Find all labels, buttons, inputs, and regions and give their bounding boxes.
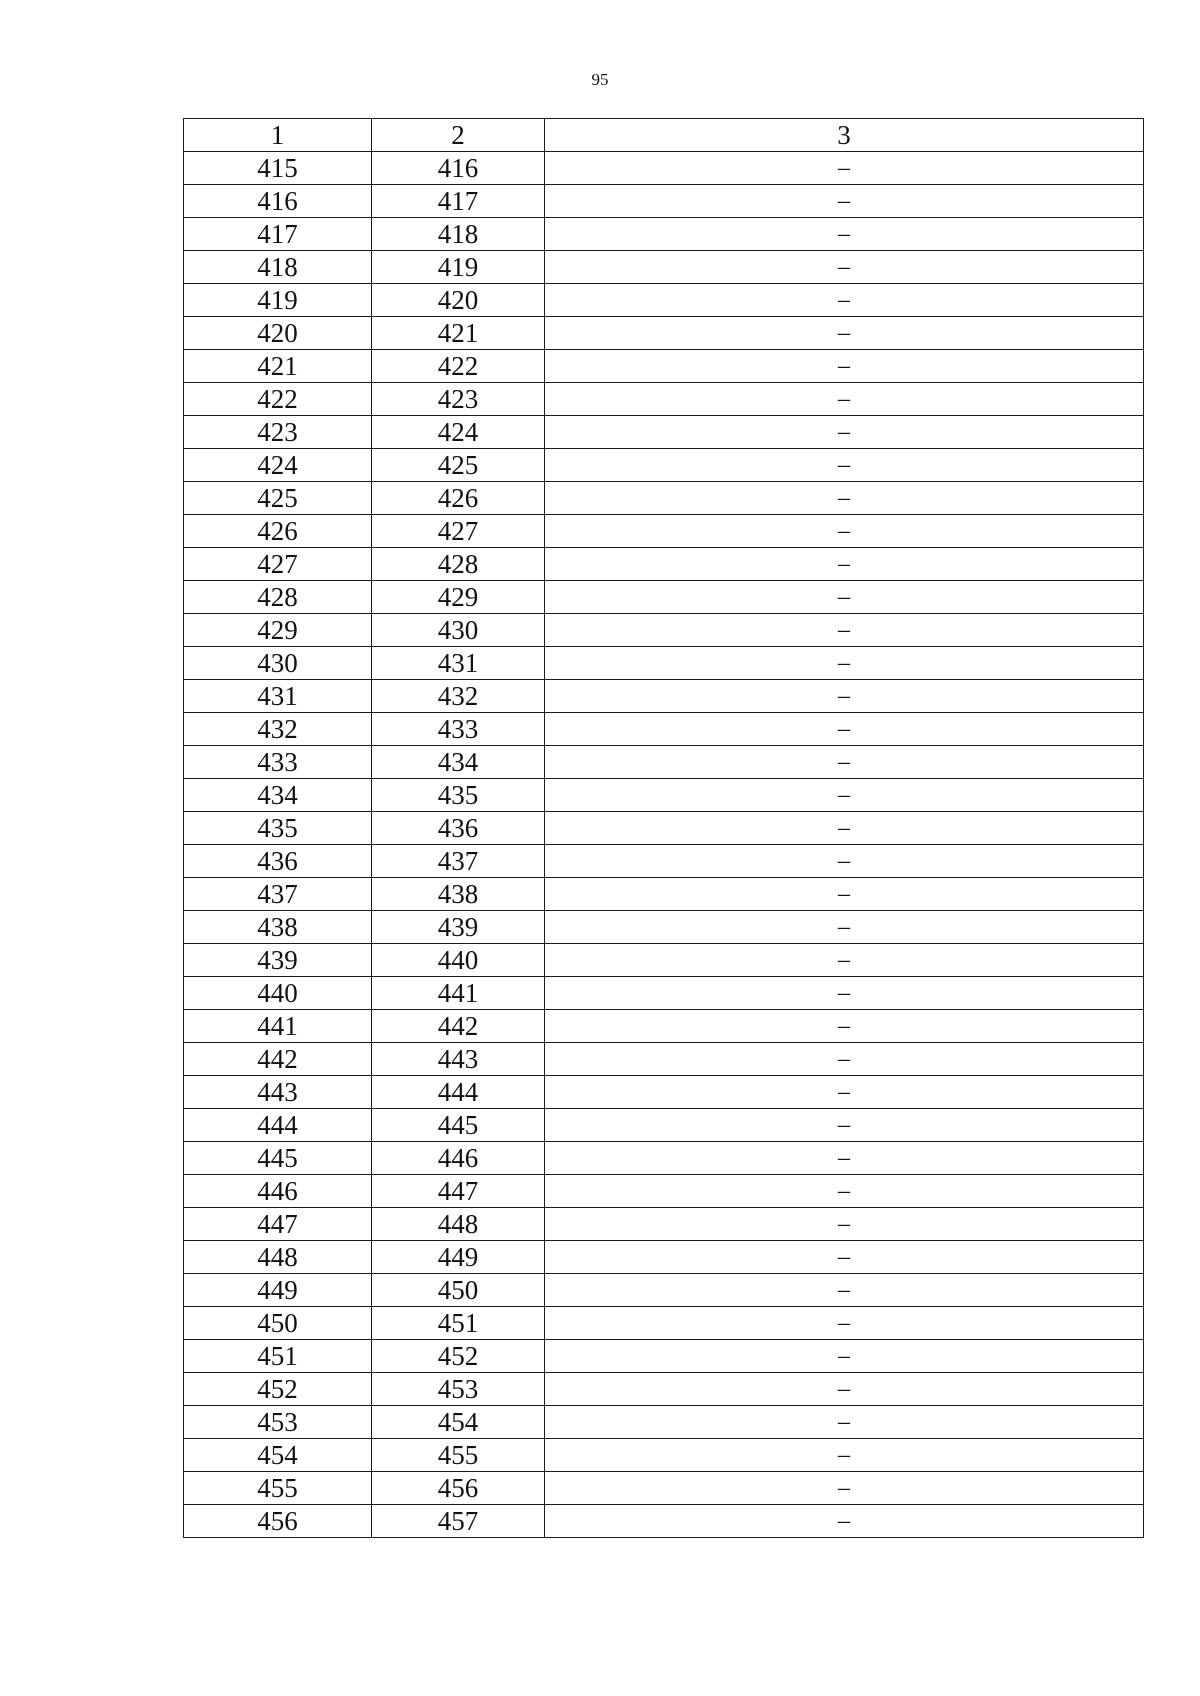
table-cell-col-2: 438 [372,878,545,911]
table-row [184,1175,1144,1208]
table-cell-col-2: 431 [372,647,545,680]
table-cell-col-2: 426 [372,482,545,515]
table-row [184,878,1144,911]
table-row [184,779,1144,812]
table-cell-col-2: 429 [372,581,545,614]
table-header-row [184,119,1144,152]
table-cell-col-2: 434 [372,746,545,779]
table-cell-col-3: – [545,1142,1144,1175]
table-row [184,1043,1144,1076]
table-cell-col-3: – [545,482,1144,515]
table-row [184,218,1144,251]
column-header-2: 2 [372,119,545,152]
table-cell-col-3: – [545,1307,1144,1340]
table-row [184,977,1144,1010]
table-cell-col-3: – [545,944,1144,977]
table-cell-col-1: 440 [184,977,372,1010]
table-cell-col-1: 453 [184,1406,372,1439]
table-row [184,680,1144,713]
table-cell-col-3: – [545,1340,1144,1373]
table-cell-col-1: 454 [184,1439,372,1472]
table-cell-col-2: 425 [372,449,545,482]
table-cell-col-1: 437 [184,878,372,911]
table-cell-col-3: – [545,911,1144,944]
table-cell-col-3: – [545,515,1144,548]
table-cell-col-1: 438 [184,911,372,944]
table-row [184,581,1144,614]
table-row [184,383,1144,416]
table-cell-col-3: – [545,812,1144,845]
table-row [184,1406,1144,1439]
table-cell-col-2: 457 [372,1505,545,1538]
table-cell-col-2: 447 [372,1175,545,1208]
table-cell-col-1: 431 [184,680,372,713]
table-row [184,1340,1144,1373]
table-cell-col-2: 437 [372,845,545,878]
table-cell-col-1: 417 [184,218,372,251]
table-row [184,515,1144,548]
table-cell-col-3: – [545,746,1144,779]
table-cell-col-3: – [545,1274,1144,1307]
table-cell-col-1: 447 [184,1208,372,1241]
table-row [184,548,1144,581]
table-row [184,416,1144,449]
table-cell-col-2: 443 [372,1043,545,1076]
column-header-3: 3 [545,119,1144,152]
table-cell-col-3: – [545,647,1144,680]
table-cell-col-1: 416 [184,185,372,218]
table-cell-col-3: – [545,680,1144,713]
table-row [184,1208,1144,1241]
table-cell-col-1: 443 [184,1076,372,1109]
table-cell-col-1: 449 [184,1274,372,1307]
table-cell-col-2: 454 [372,1406,545,1439]
table-cell-col-2: 420 [372,284,545,317]
table-cell-col-1: 444 [184,1109,372,1142]
table-cell-col-2: 442 [372,1010,545,1043]
table-cell-col-2: 448 [372,1208,545,1241]
table-cell-col-1: 418 [184,251,372,284]
table-cell-col-3: – [545,185,1144,218]
table-cell-col-2: 433 [372,713,545,746]
table-cell-col-3: – [545,317,1144,350]
table-cell-col-2: 422 [372,350,545,383]
table-cell-col-3: – [545,1208,1144,1241]
table-cell-col-3: – [545,416,1144,449]
table-row [184,614,1144,647]
table-cell-col-3: – [545,152,1144,185]
table-cell-col-2: 428 [372,548,545,581]
table-cell-col-2: 427 [372,515,545,548]
page-number: 95 [591,70,609,89]
table-cell-col-2: 416 [372,152,545,185]
table-row [184,746,1144,779]
table-cell-col-3: – [545,1505,1144,1538]
table-cell-col-2: 452 [372,1340,545,1373]
table-cell-col-3: – [545,713,1144,746]
table-cell-col-2: 417 [372,185,545,218]
table-cell-col-1: 429 [184,614,372,647]
table-cell-col-1: 456 [184,1505,372,1538]
table-row [184,647,1144,680]
table-cell-col-2: 446 [372,1142,545,1175]
table-cell-col-1: 425 [184,482,372,515]
table-cell-col-1: 436 [184,845,372,878]
table-cell-col-3: – [545,1241,1144,1274]
table-cell-col-1: 442 [184,1043,372,1076]
table-row [184,1142,1144,1175]
table-cell-col-1: 421 [184,350,372,383]
table-cell-col-3: – [545,251,1144,284]
table-row [184,449,1144,482]
table-cell-col-3: – [545,878,1144,911]
table-row [184,944,1144,977]
table-cell-col-1: 424 [184,449,372,482]
table-cell-col-3: – [545,845,1144,878]
table-cell-col-1: 433 [184,746,372,779]
table-row [184,1472,1144,1505]
table-row [184,1373,1144,1406]
table-row [184,845,1144,878]
table-cell-col-1: 448 [184,1241,372,1274]
table-cell-col-3: – [545,977,1144,1010]
column-header-1: 1 [184,119,372,152]
table-cell-col-3: – [545,1439,1144,1472]
table-row [184,1307,1144,1340]
table-cell-col-2: 449 [372,1241,545,1274]
table-row [184,1076,1144,1109]
table-cell-col-1: 445 [184,1142,372,1175]
table-row [184,482,1144,515]
table-row [184,251,1144,284]
table-row [184,152,1144,185]
table-cell-col-2: 444 [372,1076,545,1109]
table-cell-col-2: 418 [372,218,545,251]
table-cell-col-3: – [545,284,1144,317]
table-row [184,185,1144,218]
table-cell-col-2: 436 [372,812,545,845]
table-cell-col-1: 427 [184,548,372,581]
table-cell-col-2: 453 [372,1373,545,1406]
table-cell-col-1: 415 [184,152,372,185]
table-body [184,119,1144,1538]
table-cell-col-1: 450 [184,1307,372,1340]
table-cell-col-1: 428 [184,581,372,614]
table-cell-col-1: 422 [184,383,372,416]
table-cell-col-1: 432 [184,713,372,746]
table-cell-col-3: – [545,1175,1144,1208]
table-cell-col-2: 421 [372,317,545,350]
table-cell-col-1: 439 [184,944,372,977]
table-cell-col-2: 432 [372,680,545,713]
table-cell-col-2: 439 [372,911,545,944]
table-row [184,1109,1144,1142]
table-row [184,1505,1144,1538]
table-cell-col-3: – [545,350,1144,383]
table-cell-col-2: 456 [372,1472,545,1505]
table-row [184,1439,1144,1472]
table-cell-col-3: – [545,383,1144,416]
table-cell-col-3: – [545,581,1144,614]
table-cell-col-2: 440 [372,944,545,977]
table-cell-col-2: 424 [372,416,545,449]
table-cell-col-1: 452 [184,1373,372,1406]
table-cell-col-1: 419 [184,284,372,317]
table-row [184,713,1144,746]
table-cell-col-1: 420 [184,317,372,350]
table-cell-col-2: 435 [372,779,545,812]
table-cell-col-1: 426 [184,515,372,548]
table-cell-col-3: – [545,779,1144,812]
table-cell-col-2: 441 [372,977,545,1010]
table-cell-col-2: 445 [372,1109,545,1142]
table-cell-col-2: 423 [372,383,545,416]
table-cell-col-1: 441 [184,1010,372,1043]
table-cell-col-1: 435 [184,812,372,845]
table-cell-col-1: 434 [184,779,372,812]
table-cell-col-3: – [545,1472,1144,1505]
table-cell-col-3: – [545,614,1144,647]
table-cell-col-3: – [545,218,1144,251]
table-cell-col-3: – [545,449,1144,482]
table-cell-col-3: – [545,1043,1144,1076]
table-row [184,1274,1144,1307]
table-cell-col-2: 450 [372,1274,545,1307]
table-cell-col-1: 451 [184,1340,372,1373]
table-row [184,911,1144,944]
table-cell-col-3: – [545,1406,1144,1439]
table-row [184,1241,1144,1274]
table-cell-col-3: – [545,548,1144,581]
table-cell-col-3: – [545,1076,1144,1109]
table-row [184,350,1144,383]
table-cell-col-3: – [545,1109,1144,1142]
table-cell-col-1: 455 [184,1472,372,1505]
table-cell-col-2: 455 [372,1439,545,1472]
table-cell-col-2: 430 [372,614,545,647]
table-row [184,1010,1144,1043]
table-cell-col-1: 446 [184,1175,372,1208]
table-cell-col-3: – [545,1010,1144,1043]
table-row [184,284,1144,317]
table-row [184,317,1144,350]
table-cell-col-2: 419 [372,251,545,284]
table-cell-col-1: 423 [184,416,372,449]
table-row [184,812,1144,845]
table-cell-col-2: 451 [372,1307,545,1340]
table-cell-col-3: – [545,1373,1144,1406]
data-table [183,118,1144,1538]
table-cell-col-1: 430 [184,647,372,680]
